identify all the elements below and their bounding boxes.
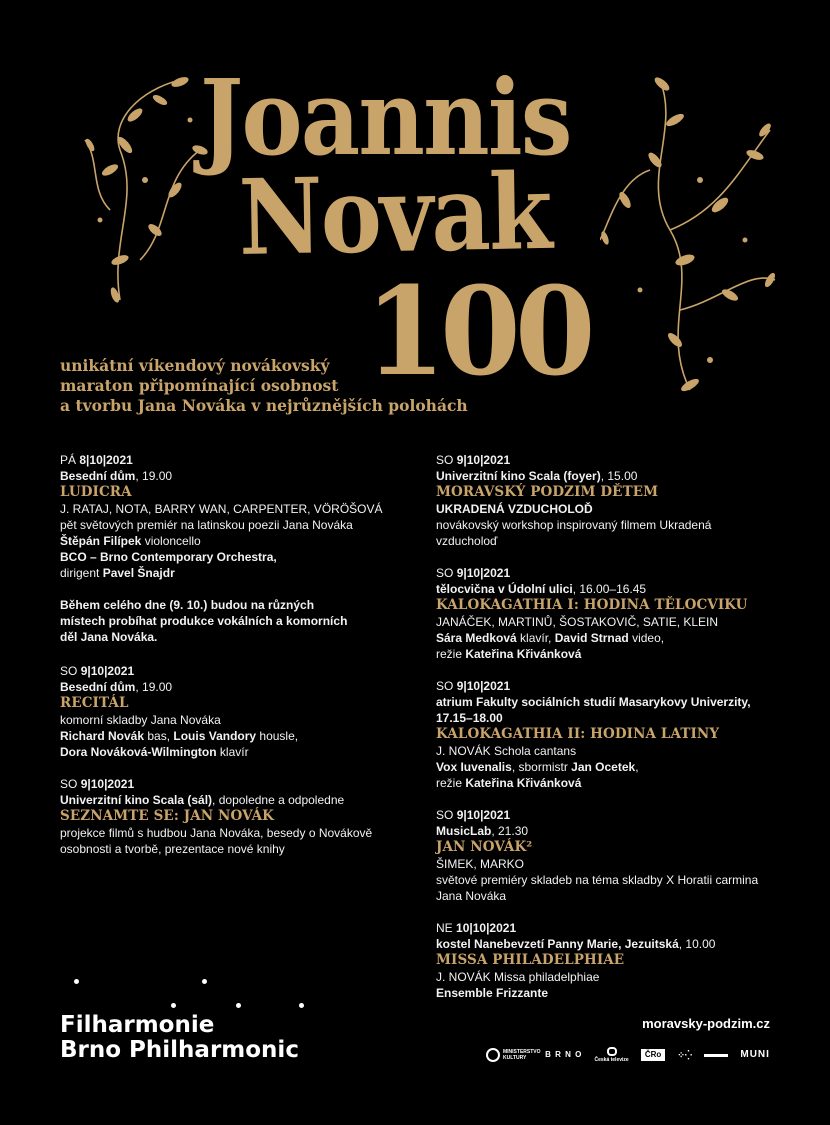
logo-dot: [171, 1003, 176, 1008]
event-detail-line: [60, 712, 430, 728]
event-block: [60, 663, 430, 760]
performer-name: BCO – Brno Contemporary Orchestra,: [60, 550, 277, 564]
detail-text: projekce filmů s hudbou Jana Nováka, besedy o Novákově: [60, 826, 373, 840]
event-detail-line: [436, 517, 796, 533]
event-venue: [436, 823, 796, 839]
event-title: RECITÁL: [60, 695, 129, 711]
filharmonie-logo: [60, 1013, 299, 1063]
event-detail-line: [60, 549, 430, 565]
venue-time-line: 17.15–18.00: [436, 711, 503, 725]
event-venue: [436, 936, 796, 952]
detail-text: dirigent: [60, 566, 103, 580]
event-detail-line: [436, 888, 796, 904]
event-block: [436, 807, 796, 904]
event-detail-line: [436, 501, 796, 517]
performer-name: Kateřina Křivánková: [465, 647, 582, 661]
event-date-value: 10|10|2021: [456, 921, 517, 935]
logo-dot: [202, 979, 207, 984]
partner-logo-ministry: MINISTERSTVO KULTURY: [486, 1048, 533, 1062]
detail-text: bas,: [144, 729, 174, 743]
venue-name: Besední dům: [60, 680, 136, 694]
detail-text: vzducholoď: [436, 534, 498, 548]
event-detail-line: [60, 825, 430, 841]
venue-name: Univerzitní kino Scala (foyer): [436, 469, 601, 483]
event-detail-line: [436, 646, 796, 662]
logo-dot: [74, 979, 79, 984]
detail-text: ŠIMEK, MARKO: [436, 857, 525, 871]
venue-name: atrium Fakulty sociálních studií Masarykovy Univerzity,: [436, 695, 751, 709]
performer-name: UKRADENÁ VZDUCHOLOĎ: [436, 502, 593, 516]
performer-name: Richard Novák: [60, 729, 145, 743]
event-date-value: 8|10|2021: [79, 453, 133, 467]
program-column-left: [60, 452, 430, 873]
venue-name: tělocvična v Údolní ulici: [436, 582, 573, 596]
event-detail-line: [436, 759, 796, 775]
event-venue: [436, 694, 796, 710]
event-title: KALOKAGATHIA II: HODINA LATINY: [436, 726, 720, 742]
event-detail-line: [60, 501, 430, 517]
event-venue: [60, 468, 430, 484]
event-day: SO: [436, 566, 454, 580]
website-link[interactable]: moravsky-podzim.cz: [642, 1016, 770, 1031]
venue-time: , 19.00: [135, 469, 173, 483]
event-date: [436, 678, 796, 694]
program-column-right: [436, 452, 796, 1017]
detail-text: violoncello: [141, 534, 201, 548]
event-day: SO: [436, 453, 454, 467]
event-date-value: 9|10|2021: [456, 808, 511, 822]
detail-text: režie: [436, 647, 466, 661]
detail-text: ,: [635, 760, 639, 774]
partner-logo-ct: Česká televize: [594, 1047, 628, 1064]
foliage-right-illustration: [600, 70, 780, 400]
logo-dot: [299, 1003, 304, 1008]
event-venue: [436, 581, 796, 597]
detail-text: video,: [628, 631, 665, 645]
partner-logo-brno: B R N O: [545, 1050, 583, 1059]
detail-text: Jana Nováka: [436, 889, 507, 903]
event-detail-line: [436, 775, 796, 791]
partner-logo-dots: [677, 1051, 692, 1059]
detail-text: světové premiéry skladeb na téma skladby X Horatii carmina: [436, 873, 759, 887]
event-date: [60, 776, 430, 792]
event-day: SO: [60, 664, 78, 678]
detail-text: pět světových premiér na latinskou poezii Jana Nováka: [60, 518, 353, 532]
event-venue: [60, 792, 430, 808]
logo-line-1: Filharmonie: [60, 1012, 215, 1038]
venue-name: Univerzitní kino Scala (sál): [60, 793, 213, 807]
partner-logo-generic: [704, 1054, 728, 1057]
detail-text: housle,: [256, 729, 299, 743]
detail-text: klavír,: [516, 631, 555, 645]
detail-text: režie: [436, 776, 466, 790]
performer-name: Vox Iuvenalis: [436, 760, 512, 774]
logo-dots: [60, 975, 320, 1015]
detail-text: komorní skladby Jana Nováka: [60, 713, 221, 727]
note-line: Během celého dne (9. 10.) budou na různých: [60, 598, 315, 612]
event-day: PÁ: [60, 453, 77, 467]
title-line-3: 100: [365, 259, 590, 403]
event-title: LUDICRA: [60, 484, 132, 500]
event-date: [436, 452, 796, 468]
event-detail-line: [60, 533, 430, 549]
detail-text: klavír: [216, 745, 249, 759]
performer-name: Kateřina Křivánková: [465, 776, 582, 790]
partner-logo-muni: MUNI: [740, 1049, 770, 1060]
venue-time: , 10.00: [678, 937, 716, 951]
event-detail-line: [60, 728, 430, 744]
event-detail-line: [60, 517, 430, 533]
subtitle-line: a tvorbu Jana Nováka v nejrůznějších polohách: [60, 396, 468, 415]
event-date-value: 9|10|2021: [456, 453, 511, 467]
event-day: NE: [436, 921, 453, 935]
detail-text: JANÁČEK, MARTINŮ, ŠOSTAKOVIČ, SATIE, KLEIN: [436, 615, 719, 629]
detail-text: J. NOVÁK Missa philadelphiae: [436, 970, 600, 984]
logo-dot: [236, 1003, 241, 1008]
subtitle-line: unikátní víkendový novákovský: [60, 356, 330, 375]
event-detail-line: [436, 969, 796, 985]
event-date-value: 9|10|2021: [80, 664, 135, 678]
event-detail-line: [436, 614, 796, 630]
venue-time: , 15.00: [600, 469, 638, 483]
program-note: [60, 597, 430, 645]
performer-name: Louis Vandory: [173, 729, 257, 743]
subtitle: [60, 356, 500, 416]
event-venue: [436, 468, 796, 484]
venue-name: kostel Nanebevzetí Panny Marie, Jezuitská: [436, 937, 679, 951]
event-block: [60, 776, 430, 857]
venue-time: , 21.30: [491, 824, 529, 838]
performer-name: Sára Medková: [436, 631, 517, 645]
ct-logo-icon: [607, 1047, 617, 1056]
event-date-value: 9|10|2021: [80, 777, 135, 791]
note-line: místech probíhat produkce vokálních a komorních: [60, 614, 348, 628]
event-title: KALOKAGATHIA I: HODINA TĚLOCVIKU: [436, 597, 748, 613]
event-title: JAN NOVÁK²: [436, 839, 533, 855]
event-date: [60, 452, 430, 468]
event-block: [436, 920, 796, 1001]
ministry-seal-icon: [486, 1048, 500, 1062]
venue-name: MusicLab: [436, 824, 492, 838]
detail-text: J. NOVÁK Schola cantans: [436, 744, 577, 758]
event-block: [436, 678, 796, 791]
event-date-value: 9|10|2021: [456, 566, 511, 580]
event-block: [436, 452, 796, 549]
partner-logos: [486, 1042, 770, 1068]
event-block: [60, 452, 430, 581]
venue-name: Besední dům: [60, 469, 136, 483]
event-day: SO: [60, 777, 78, 791]
performer-name: David Strnad: [554, 631, 629, 645]
venue-time: , dopoledne a odpoledne: [212, 793, 345, 807]
note-line: děl Jana Nováka.: [60, 630, 158, 644]
event-title: SEZNAMTE SE: JAN NOVÁK: [60, 808, 275, 824]
venue-time: , 16.00–16.45: [572, 582, 647, 596]
event-date: [436, 565, 796, 581]
event-detail-line: [60, 744, 430, 760]
detail-text: , sbormistr: [511, 760, 572, 774]
event-detail-line: [60, 565, 430, 581]
title-line-1: Joannis: [200, 56, 571, 179]
event-date: [436, 920, 796, 936]
dot-pattern-icon: ⁘⁛: [677, 1050, 693, 1060]
event-detail-line: [436, 856, 796, 872]
event-date: [60, 663, 430, 679]
event-detail-line: [60, 841, 430, 857]
event-title: MORAVSKÝ PODZIM DĚTEM: [436, 484, 659, 500]
event-date-value: 9|10|2021: [456, 679, 511, 693]
event-detail-line: [436, 533, 796, 549]
detail-text: osobnosti a tvorbě, prezentace nové knihy: [60, 842, 285, 856]
logo-line-2: Brno Philharmonic: [60, 1037, 299, 1063]
event-detail-line: [436, 630, 796, 646]
performer-name: Ensemble Frizzante: [436, 986, 549, 1000]
performer-name: Jan Ocetek: [571, 760, 636, 774]
performer-name: Štěpán Filípek: [60, 534, 142, 548]
detail-text: J. RATAJ, NOTA, BARRY WAN, CARPENTER, VÖRÖŠOVÁ: [60, 502, 383, 516]
title-line-2: Novak: [237, 149, 552, 279]
subtitle-line: maraton připomínající osobnost: [60, 376, 339, 395]
detail-text: novákovský workshop inspirovaný filmem Ukradená: [436, 518, 712, 532]
event-block: [436, 565, 796, 662]
event-venue: [60, 679, 430, 695]
venue-time: , 19.00: [135, 680, 173, 694]
event-day: SO: [436, 808, 454, 822]
performer-name: Dora Nováková-Wilmington: [60, 745, 217, 759]
event-detail-line: [436, 985, 796, 1001]
event-date: [436, 807, 796, 823]
event-day: SO: [436, 679, 454, 693]
partner-logo-cro: ČRo: [641, 1049, 665, 1061]
performer-name: Pavel Šnajdr: [102, 566, 175, 580]
event-detail-line: [436, 743, 796, 759]
event-title: MISSA PHILADELPHIAE: [436, 952, 625, 968]
event-detail-line: [436, 872, 796, 888]
